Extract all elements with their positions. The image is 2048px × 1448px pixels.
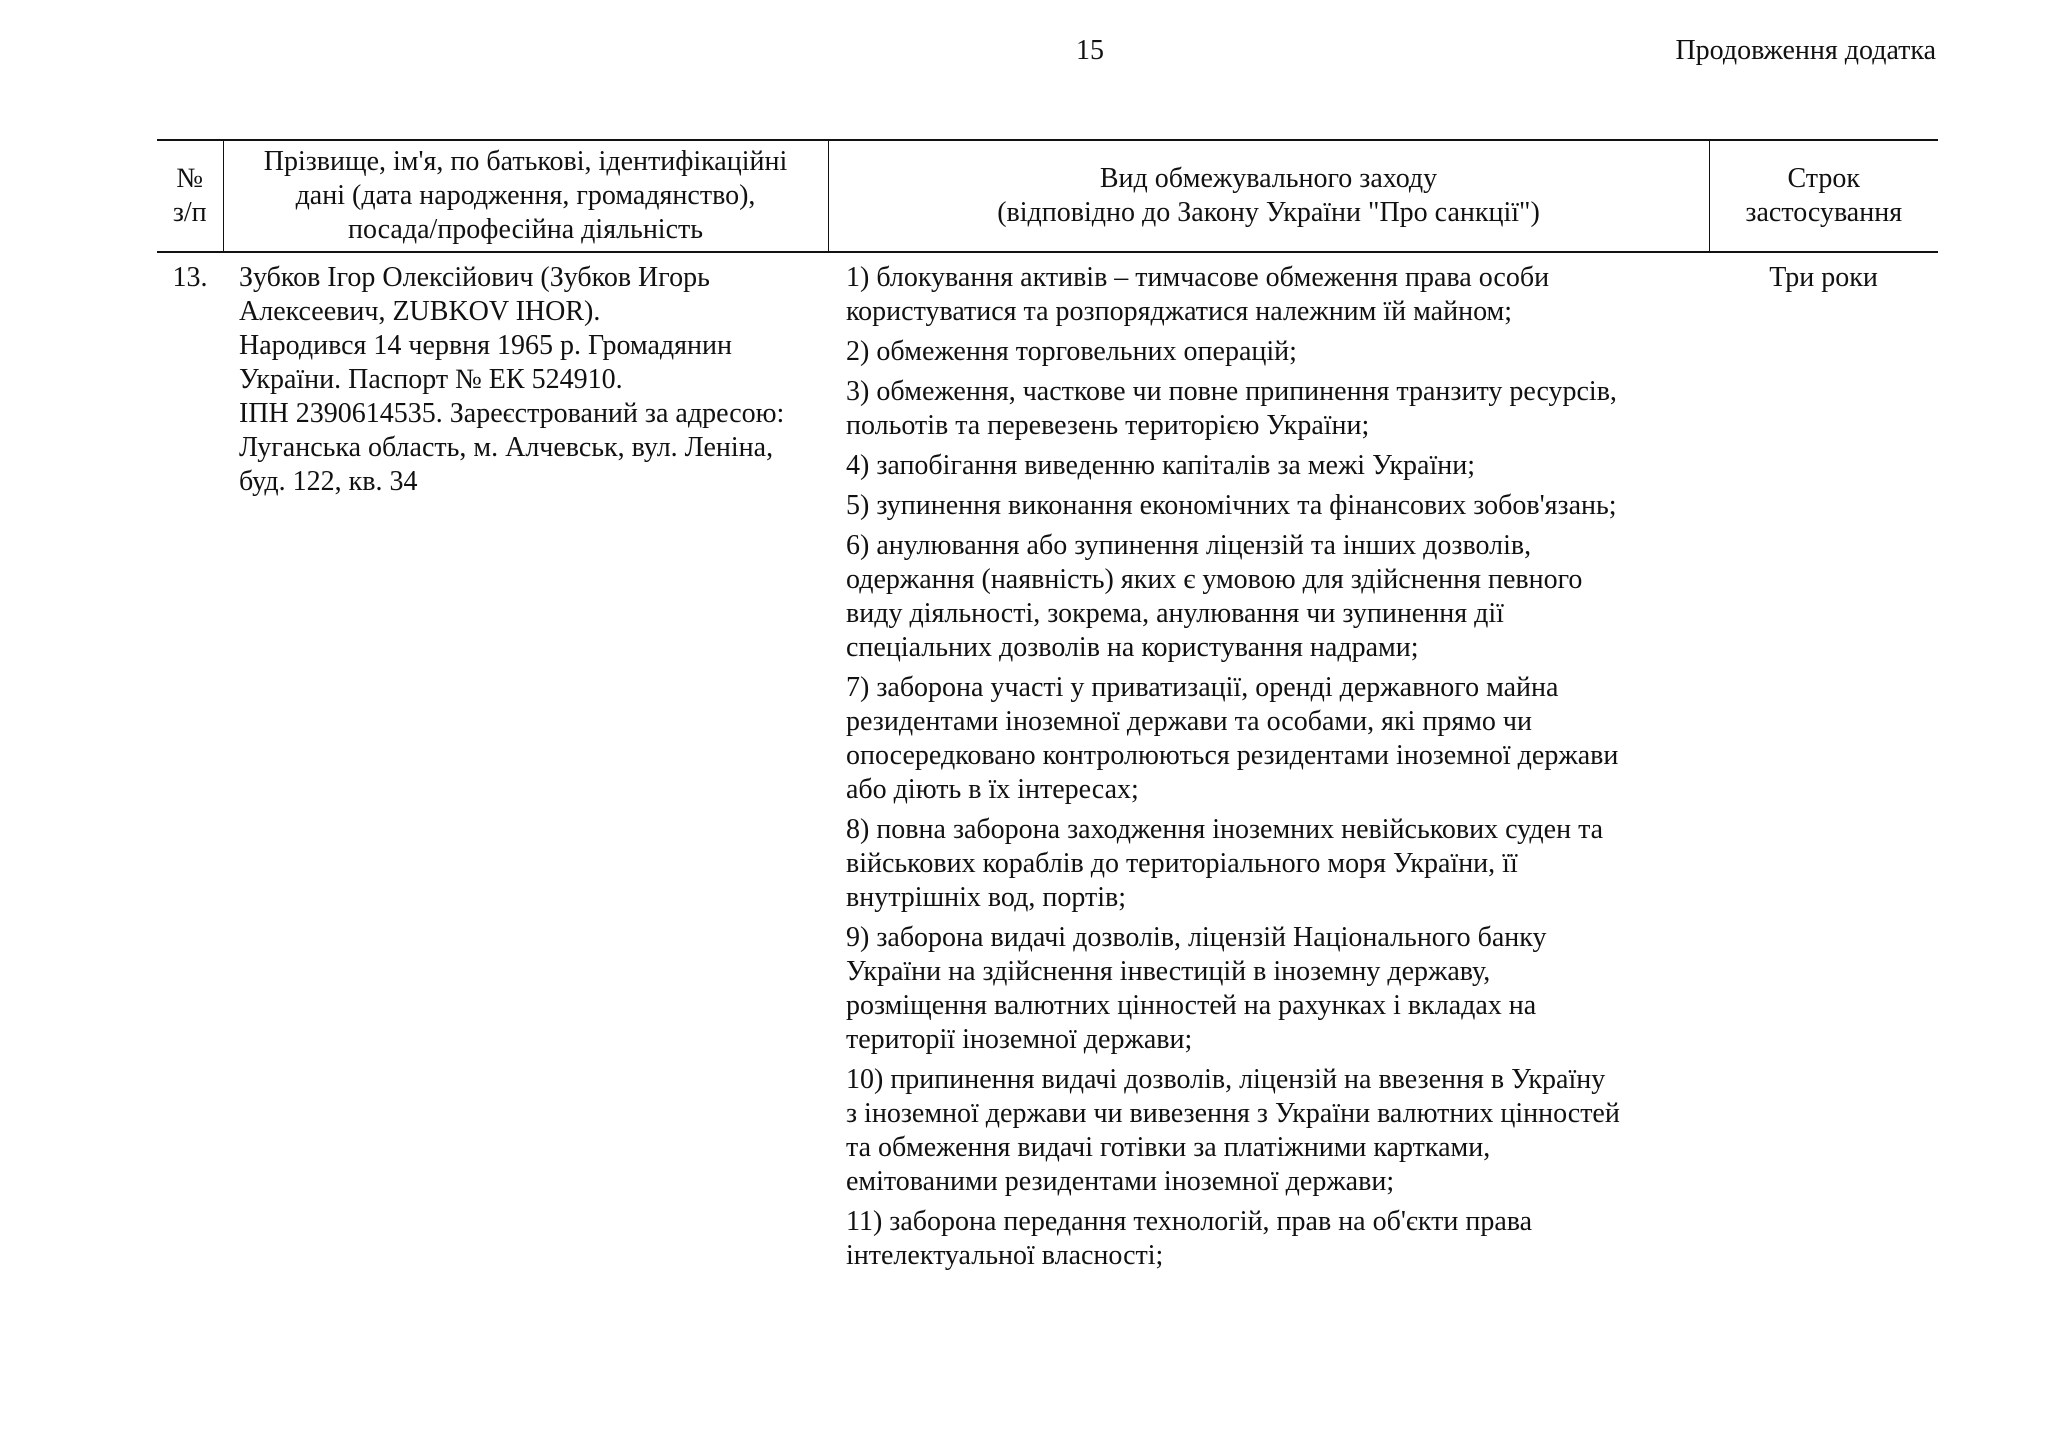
person-line: буд. 122, кв. 34 — [239, 466, 418, 497]
measure-item: 10) припинення видачі дозволів, ліцензій на ввезення в Україну з іноземної держави чи вивезення з України валютних цінностей та обмеження видачі готівки за платіжними картками, емітованими резидентами іноземної держави; — [846, 1064, 1620, 1197]
header-measure: Вид обмежувального заходу (відповідно до Закону України "Про санкції") — [828, 140, 1709, 252]
measure-item: 7) заборона участі у приватизації, оренді державного майна резидентами іноземної держави та особами, які прямо чи опосередковано контролюються резидентами іноземної держави або діють в їх інтересах; — [846, 672, 1619, 805]
header-number: № з/п — [157, 140, 223, 252]
measure-item: 3) обмеження, часткове чи повне припинення транзиту ресурсів, польотів та перевезень територією України; — [846, 376, 1617, 441]
row-number: 13. — [172, 262, 208, 293]
table-header-row — [157, 140, 1938, 252]
person-line: Зубков Ігор Олексійович (Зубков Игорь — [239, 262, 710, 293]
measure-item: 11) заборона передання технологій, прав на об'єкти права інтелектуальної власності; — [846, 1206, 1533, 1271]
measure-item: 8) повна заборона заходження іноземних невійськових суден та військових кораблів до територіального моря України, її внутрішніх вод, портів; — [846, 814, 1604, 913]
header-term: Строк застосування — [1709, 140, 1938, 252]
person-line: України. Паспорт № ЕК 524910. — [239, 364, 623, 395]
person-line: ІПН 2390614535. Зареєстрований за адресою: — [239, 398, 785, 429]
measure-item: 4) запобігання виведенню капіталів за межі України; — [846, 450, 1476, 481]
person-line: Луганська область, м. Алчевськ, вул. Леніна, — [239, 432, 774, 463]
sanctions-table — [157, 139, 1938, 1279]
continuation-label: Продовження додатка — [1675, 35, 1936, 66]
header-person: Прізвище, ім'я, по батькові, ідентифікаційні дані (дата народження, громадянство), посада/професійна діяльність — [223, 140, 828, 252]
table-row — [157, 252, 1938, 1279]
person-line: Алексеевич, ZUBKOV IHOR). — [239, 296, 601, 327]
measure-item: 9) заборона видачі дозволів, ліцензій Національного банку України на здійснення інвестицій в іноземну державу, розміщення валютних цінностей на рахунках і вкладах на території іноземної держави; — [846, 922, 1547, 1055]
term-value: Три роки — [1769, 262, 1878, 293]
page-number: 15 — [1076, 35, 1104, 66]
person-details — [223, 252, 828, 1279]
measure-item: 2) обмеження торговельних операцій; — [846, 336, 1297, 367]
measure-item: 1) блокування активів – тимчасове обмеження права особи користуватися та розпоряджатися належним їй майном; — [846, 262, 1550, 327]
measure-item: 6) анулювання або зупинення ліцензій та інших дозволів, одержання (наявність) яких є умовою для здійснення певного виду діяльності, зокрема, анулювання чи зупинення дії спеціальних дозволів на користування надрами; — [846, 530, 1583, 663]
measure-item: 5) зупинення виконання економічних та фінансових зобов'язань; — [846, 490, 1617, 521]
measures-list — [828, 252, 1709, 1279]
person-line: Народився 14 червня 1965 р. Громадянин — [239, 330, 732, 361]
